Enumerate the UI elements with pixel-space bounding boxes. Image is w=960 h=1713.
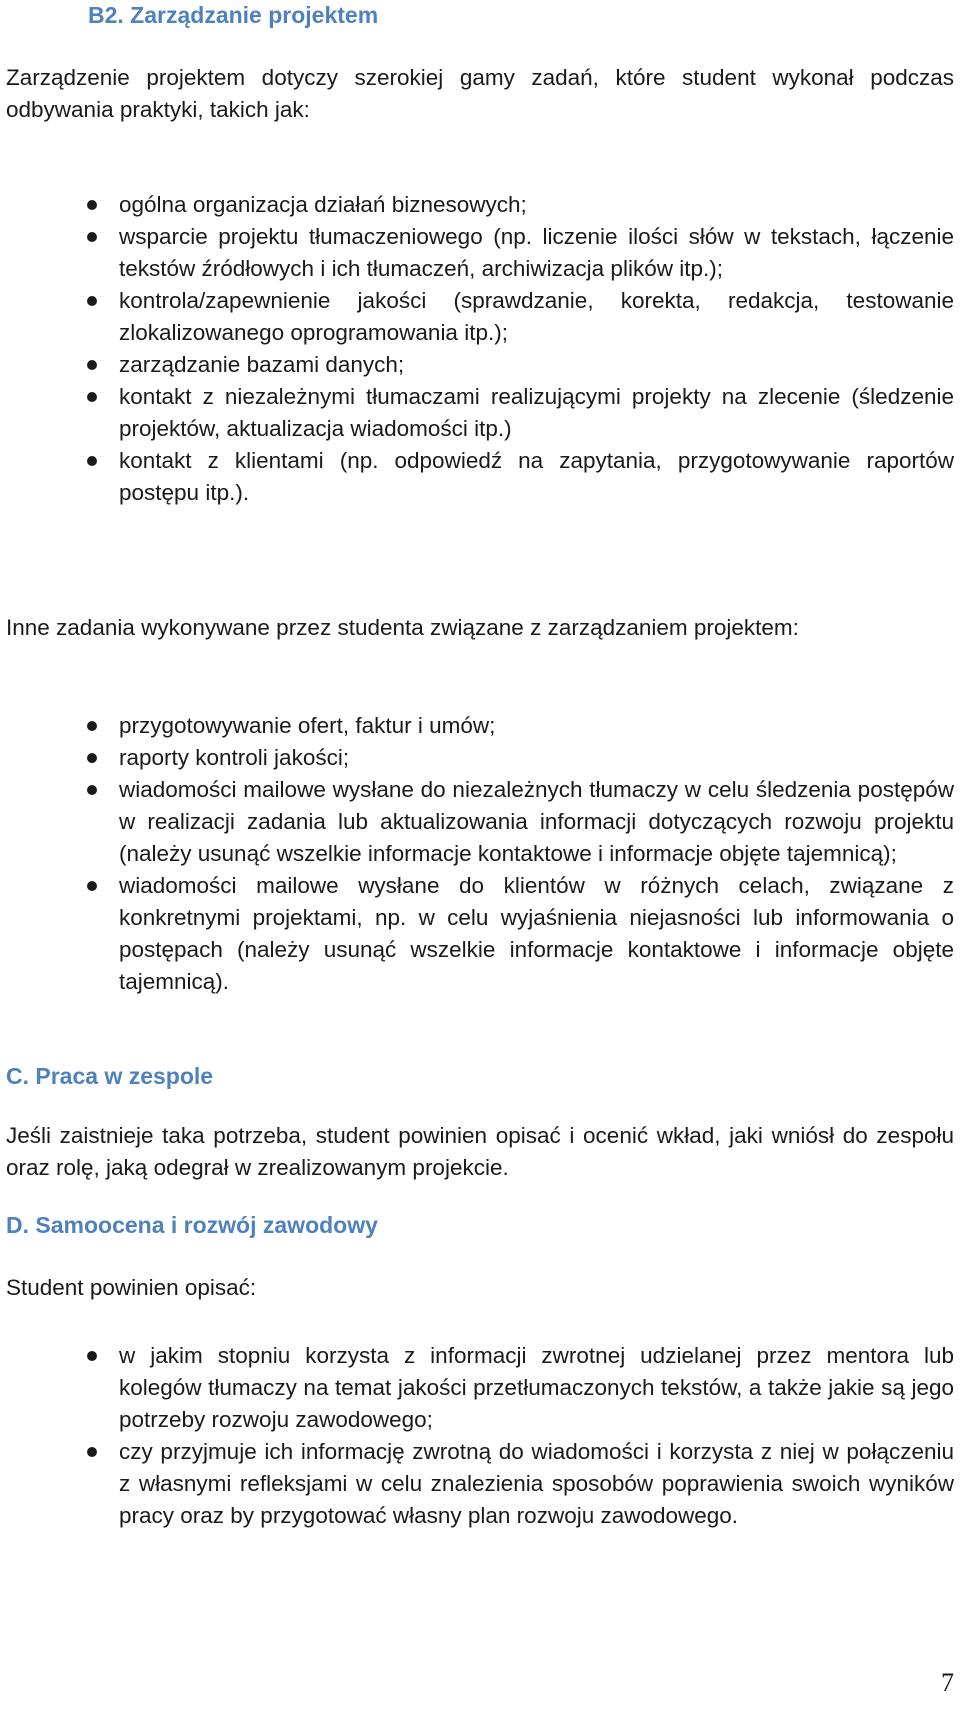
bullet-icon bbox=[87, 200, 97, 210]
bullet-icon bbox=[87, 721, 97, 731]
section-c-heading: C. Praca w zespole bbox=[6, 1063, 214, 1089]
list-item-text: ogólna organizacja działań biznesowych; bbox=[119, 192, 527, 217]
list-item-text: zarządzanie bazami danych; bbox=[119, 352, 405, 377]
list-item-text: wiadomości mailowe wysłane do klientów w różnych celach, związane z konkretnymi projektami, np. w celu wyjaśnienia niejasności lub informowania o postępach (należy usunąć wszelkie informacje kontaktowe i informacje objęte tajemnicą). bbox=[119, 873, 954, 994]
list-item bbox=[0, 742, 954, 774]
page-number: 7 bbox=[941, 1668, 954, 1697]
list-item bbox=[0, 774, 954, 870]
list-item bbox=[0, 1340, 954, 1436]
bullet-icon bbox=[87, 1447, 97, 1457]
list-item bbox=[0, 445, 954, 509]
list-item bbox=[0, 870, 954, 998]
list-item bbox=[0, 221, 954, 285]
list-item bbox=[0, 189, 954, 221]
bullet-icon bbox=[87, 296, 97, 306]
list-item-text: wiadomości mailowe wysłane do niezależnych tłumaczy w celu śledzenia postępów w realizacji zadania lub aktualizowania informacji dotyczących rozwoju projektu (należy usunąć wszelkie informacje kontaktowe i informacje objęte tajemnicą); bbox=[119, 777, 954, 866]
bullet-icon bbox=[87, 785, 97, 795]
list-item bbox=[0, 710, 954, 742]
section-b2-heading: B2. Zarządzanie projektem bbox=[88, 2, 379, 28]
list-item bbox=[0, 381, 954, 445]
bullet-icon bbox=[87, 456, 97, 466]
section-d-list bbox=[0, 1340, 960, 1532]
bullet-icon bbox=[87, 392, 97, 402]
bullet-icon bbox=[87, 232, 97, 242]
section-b2-task-list bbox=[0, 189, 960, 509]
section-b2-intro: Zarządzenie projektem dotyczy szerokiej gamy zadań, które student wykonał podczas odbywania praktyki, takich jak: bbox=[6, 65, 954, 122]
section-c-text: Jeśli zaistnieje taka potrzeba, student powinien opisać i ocenić wkład, jaki wniósł do zespołu oraz rolę, jaką odegrał w zrealizowanym projekcie. bbox=[6, 1123, 954, 1180]
section-d-heading: D. Samoocena i rozwój zawodowy bbox=[6, 1212, 378, 1238]
list-item-text: kontakt z klientami (np. odpowiedź na zapytania, przygotowywanie raportów postępu itp.). bbox=[119, 448, 954, 505]
section-b2-other-intro: Inne zadania wykonywane przez studenta związane z zarządzaniem projektem: bbox=[6, 615, 799, 640]
list-item-text: przygotowywanie ofert, faktur i umów; bbox=[119, 713, 496, 738]
list-item-text: raporty kontroli jakości; bbox=[119, 745, 350, 770]
list-item-text: czy przyjmuje ich informację zwrotną do wiadomości i korzysta z niej w połączeniu z własnymi refleksjami w celu znalezienia sposobów poprawienia swoich wyników pracy oraz by przygotować własny plan rozwoju zawodowego. bbox=[119, 1439, 954, 1528]
bullet-icon bbox=[87, 1351, 97, 1361]
list-item bbox=[0, 285, 954, 349]
list-item-text: w jakim stopniu korzysta z informacji zwrotnej udzielanej przez mentora lub kolegów tłumaczy na temat jakości przetłumaczonych tekstów, a także jakie są jego potrzeby rozwoju zawodowego; bbox=[119, 1343, 954, 1432]
list-item-text: wsparcie projektu tłumaczeniowego (np. liczenie ilości słów w tekstach, łączenie tekstów źródłowych i ich tłumaczeń, archiwizacja plików itp.); bbox=[119, 224, 954, 281]
list-item bbox=[0, 1436, 954, 1532]
bullet-icon bbox=[87, 360, 97, 370]
bullet-icon bbox=[87, 881, 97, 891]
list-item bbox=[0, 349, 954, 381]
list-item-text: kontrola/zapewnienie jakości (sprawdzanie, korekta, redakcja, testowanie zlokalizowanego oprogramowania itp.); bbox=[119, 288, 954, 345]
section-b2-other-task-list bbox=[0, 710, 960, 998]
bullet-icon bbox=[87, 753, 97, 763]
section-d-intro: Student powinien opisać: bbox=[6, 1275, 257, 1300]
list-item-text: kontakt z niezależnymi tłumaczami realizującymi projekty na zlecenie (śledzenie projektów, aktualizacja wiadomości itp.) bbox=[119, 384, 954, 441]
